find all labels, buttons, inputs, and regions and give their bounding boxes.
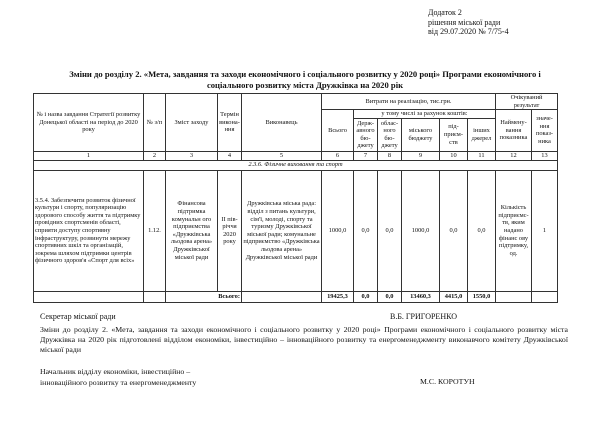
annex-decision: рішення міської ради (428, 17, 501, 27)
title-line-1: Зміни до розділу 2. «Мета, завдання та заходи економічного і соціального розвитку у 2020 році» Програми економічного і (69, 69, 541, 79)
header-indicator-value: значення показника (532, 110, 558, 152)
header-term: Термін виконання (218, 94, 242, 152)
secretary-name: В.Б. ГРИГОРЕНКО (390, 312, 458, 321)
header-content: Зміст заходу (166, 94, 218, 152)
column-number: 9 (402, 151, 440, 160)
header-number: № з/п (144, 94, 166, 152)
regional-budget-cell: 0,0 (378, 170, 402, 291)
preparation-note: Зміни до розділу 2. «Мета, завдання та заходи економічного і соціального розвитку у 2020 році» Програми економічного і соціального розвитку міста Дружківка на 2020 рік підготовлені відділом економіки, інвестиційно – інноваційного розвитку та енергоменеджменту виконавчого комітету Дружківської міської ради (40, 325, 568, 354)
empty-cell (242, 291, 322, 302)
table-row (34, 170, 558, 291)
number-cell: 1.12. (144, 170, 166, 291)
program-table (33, 93, 558, 303)
header-city-budget: міського бюджету (402, 118, 440, 151)
empty-cell (496, 291, 532, 302)
other-sources-cell: 0,0 (468, 170, 496, 291)
head-of-department-name: М.С. КОРОТУН (420, 377, 475, 386)
column-number: 7 (354, 151, 378, 160)
header-other-sources: інших джерел (468, 118, 496, 151)
empty-cell (144, 291, 166, 302)
column-number: 2 (144, 151, 166, 160)
empty-cell (34, 291, 144, 302)
header-result: Очікуваний результат (496, 94, 558, 110)
column-number-row (34, 151, 558, 160)
totals-city: 13460,3 (402, 291, 440, 302)
role-line-1: Начальник відділу економіки, інвестиційно – (40, 367, 191, 376)
annex-date-number: від 29.07.2020 № 7/75-4 (428, 27, 509, 36)
document-title (40, 69, 570, 90)
header-including: у тому числі за рахунок коштів: (354, 110, 496, 119)
executor-cell: Дружківська міська рада: відділ з питань культури, сім'ї, молоді, спорту та туризму Дружківської міської ради; комунальне підприємство «Дружківська льодова арена» Дружківської міської ради (242, 170, 322, 291)
section-heading: 2.3.6. Фізичне виховання та спорт (34, 160, 558, 170)
totals-other: 1550,0 (468, 291, 496, 302)
column-number: 8 (378, 151, 402, 160)
total-cell: 1000,0 (322, 170, 354, 291)
header-financing: Витрати на реалізацію, тис.грн. (322, 94, 496, 110)
city-budget-cell: 1000,0 (402, 170, 440, 291)
column-number: 5 (242, 151, 322, 160)
role-line-2: інноваційного розвитку та енергоменеджменту (40, 377, 197, 387)
totals-total: 19425,3 (322, 291, 354, 302)
secretary-role: Секретар міської ради (40, 312, 116, 321)
header-goal: № і назва завдання Стратегії розвитку Донецької області на період до 2020 року (34, 94, 144, 152)
totals-state: 0,0 (354, 291, 378, 302)
enterprises-cell: 0,0 (440, 170, 468, 291)
indicator-value-cell: 1 (532, 170, 558, 291)
head-of-department-role (40, 367, 280, 388)
column-number: 6 (322, 151, 354, 160)
column-number: 3 (166, 151, 218, 160)
indicator-cell: Кількість підприємств, яким надано фінанс ову підтримку, од. (496, 170, 532, 291)
totals-enterprises: 4415,0 (440, 291, 468, 302)
totals-regional: 0,0 (378, 291, 402, 302)
header-regional-budget: обласного бюджету (378, 118, 402, 151)
header-executor: Виконавець (242, 94, 322, 152)
totals-row (34, 291, 558, 302)
term-cell: II півріччя 2020 року (218, 170, 242, 291)
column-number: 12 (496, 151, 532, 160)
column-number: 11 (468, 151, 496, 160)
annex-header (428, 8, 593, 37)
column-number: 13 (532, 151, 558, 160)
column-number: 1 (34, 151, 144, 160)
content-cell: Фінансова підтримка комунальн ого підприємства «Дружківська льодова арена» Дружківської міської ради (166, 170, 218, 291)
state-budget-cell: 0,0 (354, 170, 378, 291)
title-line-2: соціального розвитку міста Дружківка на 2020 рік (206, 79, 404, 90)
empty-cell (532, 291, 558, 302)
header-enterprises: підприємств (440, 118, 468, 151)
header-total: Всього (322, 110, 354, 152)
totals-label: Всього: (166, 291, 242, 302)
column-number: 10 (440, 151, 468, 160)
goal-cell: 3.5.4. Забезпечити розвиток фізичної культури і спорту, популяризацію здорового способу життя та підтримку провідних спортсменів області, сприяти доступу спортивну інфраструктуру, розвинути мережу спортивних шкіл та організацій, зокрема шляхом підтримки центрів фізичного здоров'я «Спорт для всіх» (34, 170, 144, 291)
annex-label: Додаток 2 (428, 8, 462, 17)
column-number: 4 (218, 151, 242, 160)
header-indicator: Найменування показника (496, 110, 532, 152)
header-state-budget: Державного бюджету (354, 118, 378, 151)
